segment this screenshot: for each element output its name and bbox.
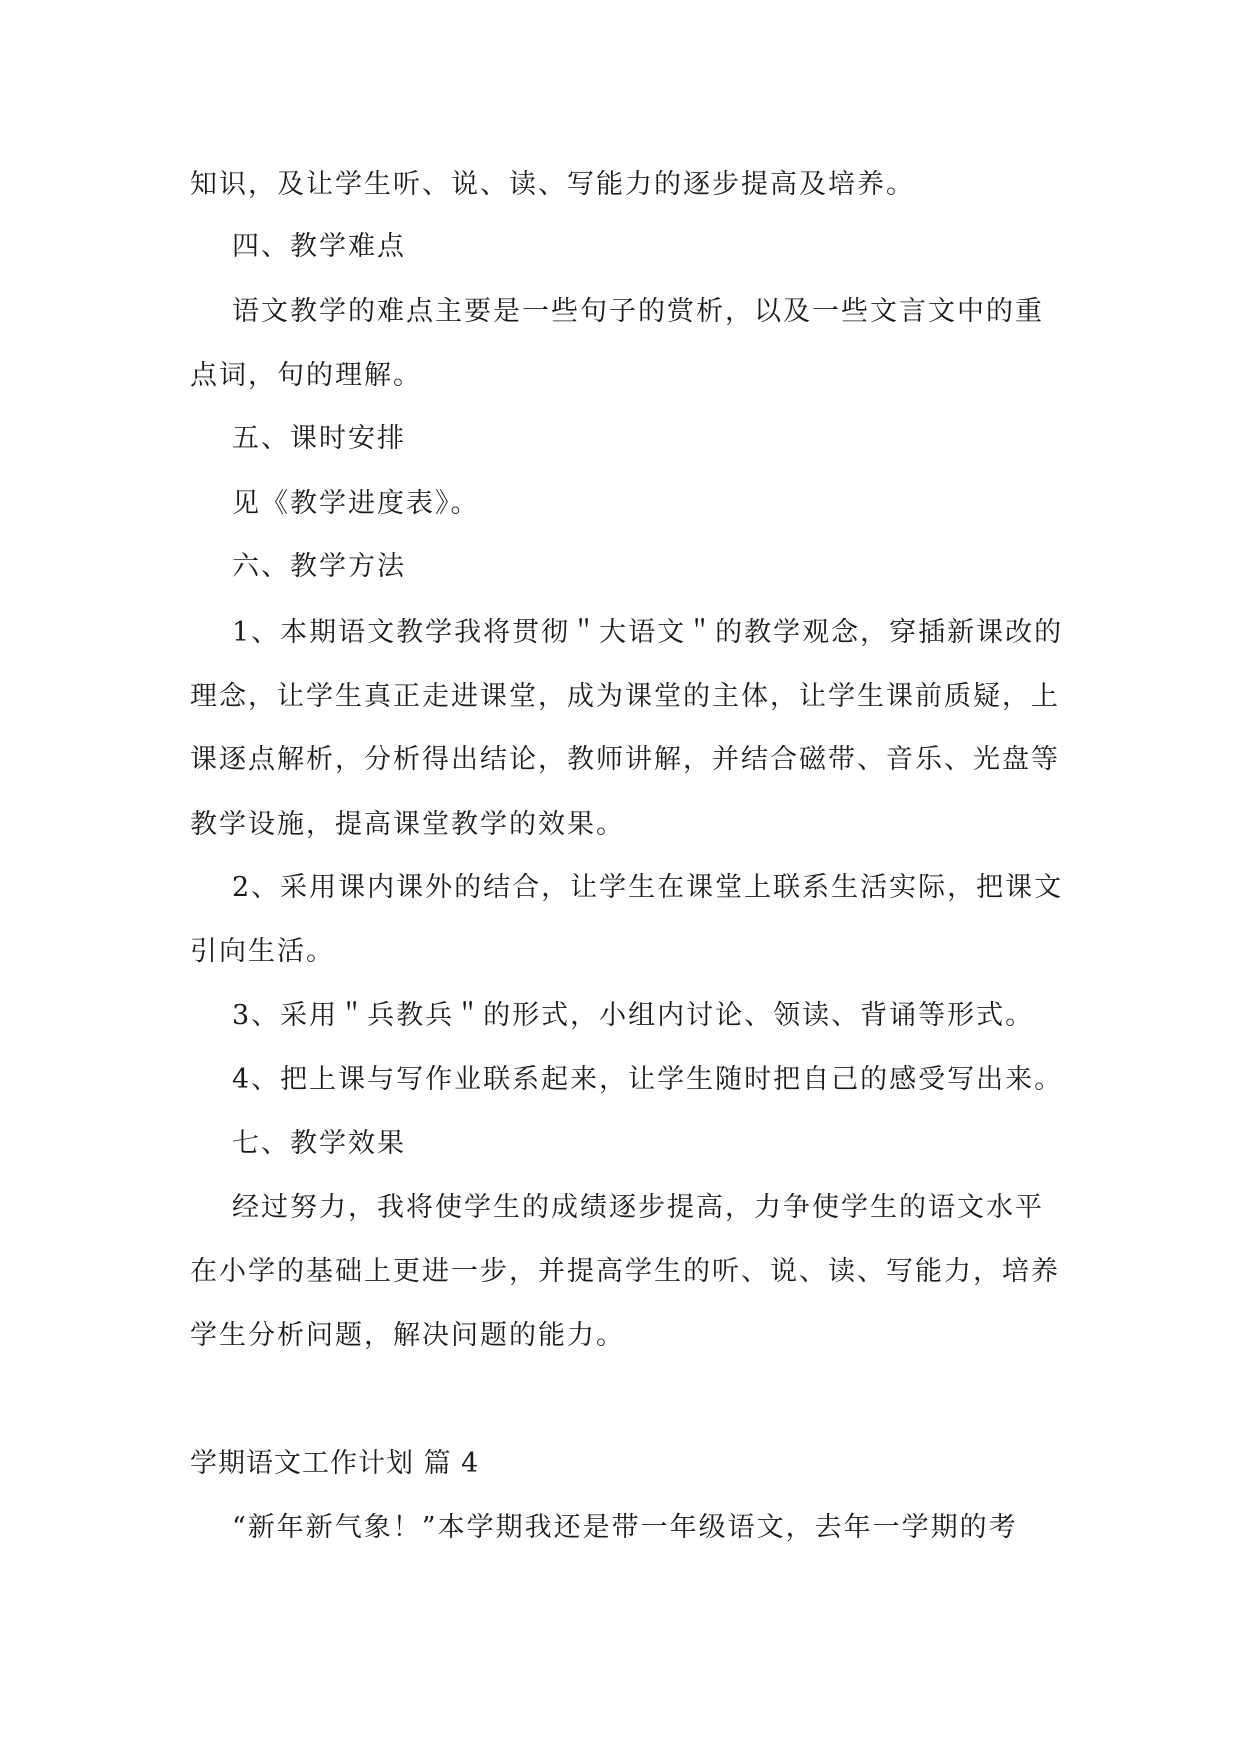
- article-title: 学期语文工作计划 篇 4: [190, 1448, 480, 1479]
- section-heading-effects: 七、教学效果: [232, 1128, 406, 1159]
- paragraph-line: 经过努力，我将使学生的成绩逐步提高，力争使学生的语文水平: [232, 1192, 1044, 1223]
- section-heading-difficulties: 四、教学难点: [232, 231, 406, 262]
- paragraph-line: “新年新气象！”本学期我还是带一年级语文，去年一学期的考: [232, 1512, 1018, 1543]
- paragraph-line: 点词，句的理解。: [190, 360, 422, 391]
- paragraph-line: 知识，及让学生听、说、读、写能力的逐步提高及培养。: [190, 169, 915, 200]
- paragraph-line: 学生分析问题，解决问题的能力。: [190, 1320, 625, 1351]
- paragraph-line: 1、本期语文教学我将贯彻＂大语文＂的教学观念，穿插新课改的: [232, 617, 1064, 648]
- paragraph-line: 2、采用课内课外的结合，让学生在课堂上联系生活实际，把课文: [232, 872, 1064, 903]
- paragraph-line: 4、把上课与写作业联系起来，让学生随时把自己的感受写出来。: [232, 1064, 1064, 1095]
- paragraph-line: 3、采用＂兵教兵＂的形式，小组内讨论、领读、背诵等形式。: [232, 1000, 1035, 1031]
- section-heading-methods: 六、教学方法: [232, 551, 406, 582]
- paragraph-line: 教学设施，提高课堂教学的效果。: [190, 809, 625, 840]
- paragraph-line: 课逐点解析，分析得出结论，教师讲解，并结合磁带、音乐、光盘等: [190, 744, 1060, 775]
- paragraph-line: 语文教学的难点主要是一些句子的赏析，以及一些文言文中的重: [232, 296, 1044, 327]
- paragraph-line: 见《教学进度表》。: [232, 488, 480, 519]
- paragraph-line: 在小学的基础上更进一步，并提高学生的听、说、读、写能力，培养: [190, 1256, 1060, 1287]
- paragraph-line: 理念，让学生真正走进课堂，成为课堂的主体，让学生课前质疑，上: [190, 681, 1060, 712]
- paragraph-line: 引向生活。: [190, 936, 335, 967]
- section-heading-schedule: 五、课时安排: [232, 423, 406, 454]
